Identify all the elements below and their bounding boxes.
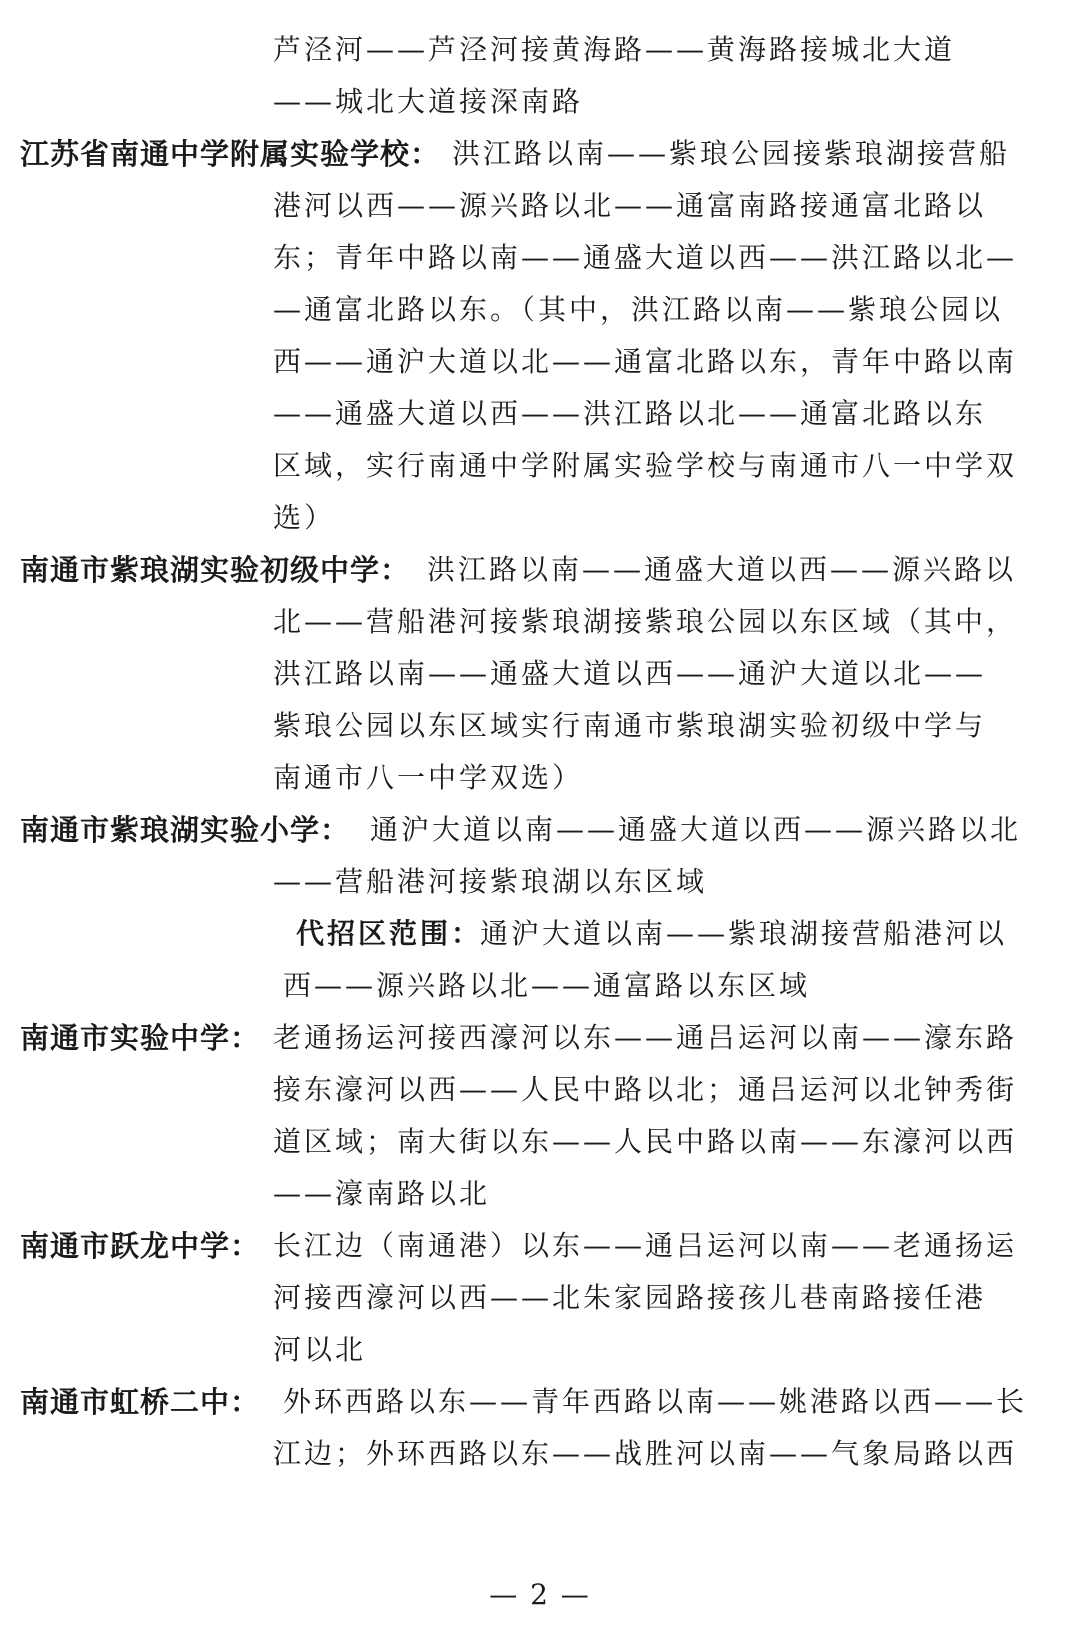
zone-text: 区域，实行南通中学附属实验学校与南通市八一中学双 — [273, 449, 1018, 482]
zone-text: 通沪大道以南——通盛大道以西——源兴路以北 — [370, 813, 1022, 846]
zone-text: 西——通沪大道以北——通富北路以东，青年中路以南 — [273, 345, 1018, 378]
page-number: — 2 — — [489, 1578, 591, 1611]
zone-text: 接东濠河以西——人民中路以北；通吕运河以北钟秀街 — [273, 1073, 1018, 1106]
zone-text: 长江边（南通港）以东——通吕运河以南——老通扬运 — [273, 1229, 1018, 1262]
zone-text: 紫琅公园以东区域实行南通市紫琅湖实验初级中学与 — [273, 709, 987, 742]
zone-text: 东；青年中路以南——通盛大道以西——洪江路以北— — [273, 241, 1018, 274]
school-name: 南通市实验中学： — [20, 1021, 261, 1055]
zone-text: 港河以西——源兴路以北——通富南路接通富北路以 — [273, 189, 987, 222]
zone-text: ——通盛大道以西——洪江路以北——通富北路以东 — [273, 397, 987, 430]
continuation-line: ——城北大道接深南路 — [273, 85, 584, 118]
zone-text: 洪江路以南——通盛大道以西——通沪大道以北—— — [273, 657, 987, 690]
zone-text: 外环西路以东——青年西路以南——姚港路以西——长 — [283, 1385, 1028, 1418]
zone-text: ——营船港河接紫琅湖以东区域 — [273, 865, 708, 898]
zone-text: ——濠南路以北 — [273, 1177, 491, 1210]
proxy-zone-label: 代招区范围： — [296, 917, 483, 950]
zone-text: 洪江路以南——紫琅公园接紫琅湖接营船 — [452, 137, 1011, 170]
zone-text: 河接西濠河以西——北朱家园路接孩儿巷南路接任港 — [273, 1281, 987, 1314]
zone-text: 老通扬运河接西濠河以东——通吕运河以南——濠东路 — [273, 1021, 1018, 1054]
zone-text: 西——源兴路以北——通富路以东区域 — [283, 969, 811, 1002]
zone-text: 南通市八一中学双选） — [273, 761, 584, 794]
zone-text: —通富北路以东。（其中，洪江路以南——紫琅公园以 — [273, 293, 1004, 326]
school-name: 南通市虹桥二中： — [20, 1385, 261, 1419]
zone-text: 北——营船港河接紫琅湖接紫琅公园以东区域（其中， — [273, 605, 1018, 638]
zone-text: 河以北 — [273, 1333, 367, 1366]
zone-text: 江边；外环西路以东——战胜河以南——气象局路以西 — [273, 1437, 1018, 1470]
school-name: 南通市紫琅湖实验小学： — [20, 813, 351, 847]
zone-text: 道区域；南大街以东——人民中路以南——东濠河以西 — [273, 1125, 1018, 1158]
school-name: 江苏省南通中学附属实验学校： — [20, 137, 441, 171]
zone-text: 选） — [273, 501, 336, 534]
continuation-line: 芦泾河——芦泾河接黄海路——黄海路接城北大道 — [273, 33, 956, 66]
zone-text: 洪江路以南——通盛大道以西——源兴路以 — [427, 553, 1017, 586]
zone-text: 通沪大道以南——紫琅湖接营船港河以 — [480, 917, 1008, 950]
school-name: 南通市跃龙中学： — [20, 1229, 261, 1263]
school-name: 南通市紫琅湖实验初级中学： — [20, 553, 411, 587]
